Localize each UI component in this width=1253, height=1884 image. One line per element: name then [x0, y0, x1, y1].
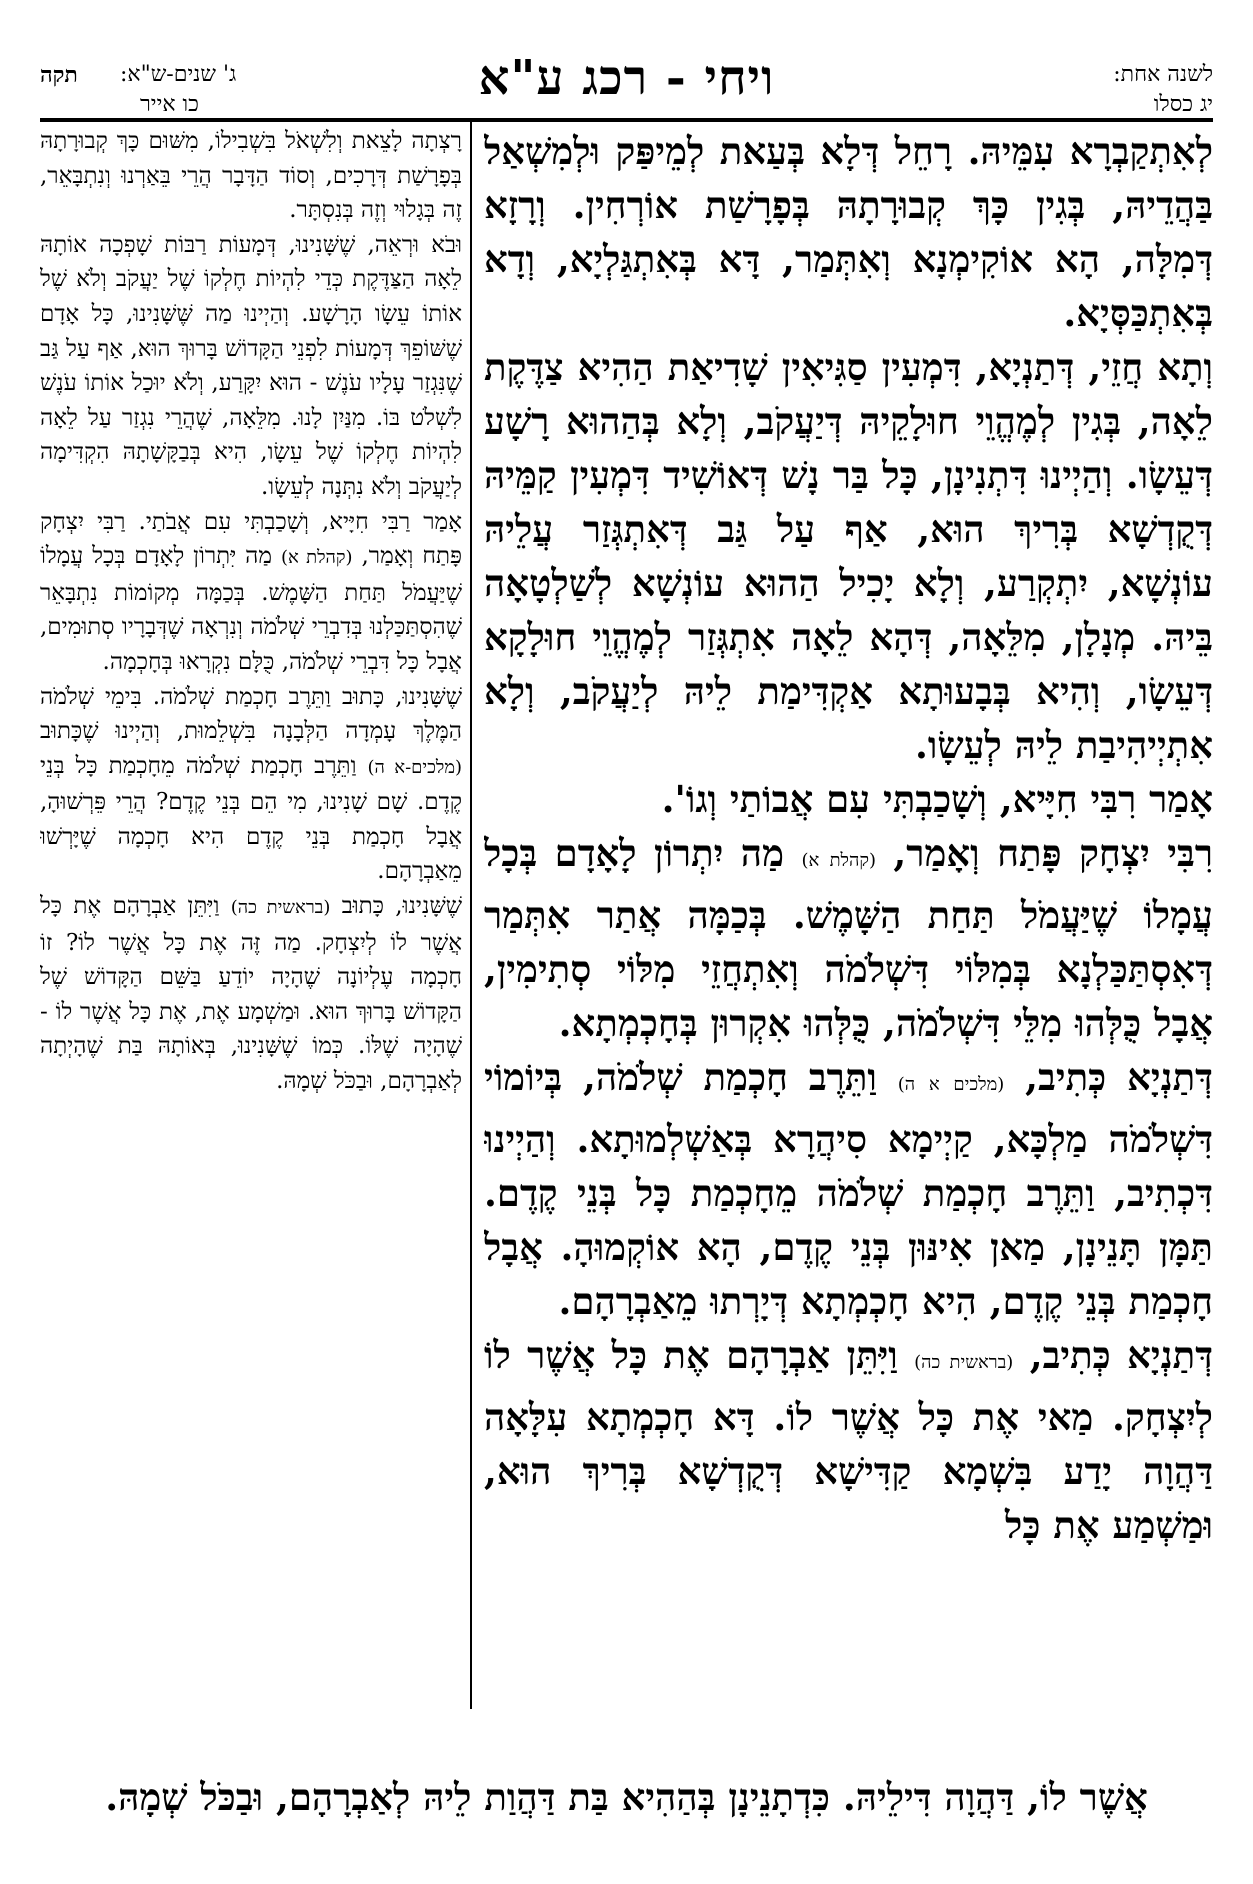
- page-header: [40, 42, 1213, 122]
- side-paragraph-5: [40, 889, 462, 1099]
- main-paragraph-5: [484, 1328, 1213, 1552]
- side-p3-text-a: אָמַר רַבִּי חִיָּיא, וְשָׁכַבְתִּי עִם אֲבֹתַי. רַבִּי יִצְחָק פָּתַח וְאָמַר,: [40, 508, 462, 570]
- full-width-closing-text: אֲשֶׁר לוֹ, דַּהֲוָה דִּילֵיהּ. כִּדְתָנֵינָן בְּהַהִיא בַּת דַּהֲוַת לֵיהּ לְאַבְרָהָם, וּבַכֹּל שְׁמָהּ.: [105, 1775, 1148, 1819]
- header-three-year-label: ג' שנים-ש"א:: [120, 62, 237, 87]
- side-p5-citation: (בראשית כה): [230, 897, 331, 919]
- main-p5-text-a: דְּתַנְיָא כְּתִיב,: [1029, 1333, 1213, 1377]
- header-three-year-date: כו אייר: [140, 92, 199, 117]
- side-p4-text-b: וַתֵּרֶב חָכְמַת שְׁלֹמֹה מֵחָכְמַת כָּל בְּנֵי קֶדֶם. שָׁם שָׁנִינוּ, מִי הֵם בְּנֵי קֶדֶם? הֲרֵי פֵּרְשׁוּהָ, אֲבָל חָכְמַת בְּנֵי קֶדֶם הִיא חָכְמָה שֶׁיָּרְשׁוּ מֵאַבְרָהָם.: [40, 752, 462, 885]
- column-divider: [470, 122, 472, 1709]
- side-p4-citation: (מלכים-א ה): [367, 756, 462, 778]
- page-title: ויחי - רכג ע"א: [478, 50, 775, 106]
- side-p4-text-a: שֶׁשָּׁנִינוּ, כָּתוּב וַתֵּרֶב חָכְמַת שְׁלֹמֹה. בִּימֵי שְׁלֹמֹה הַמֶּלֶךְ עָמְדָה הַלְּבָנָה בִּשְׁלֵמוּת, וְהַיְינוּ שֶׁכָּתוּב: [40, 683, 462, 745]
- main-p4-text-a: דְּתַנְיָא כְּתִיב,: [1025, 1055, 1213, 1099]
- side-paragraph-4: [40, 680, 462, 890]
- main-p4-text-b: וַתֵּרֶב חָכְמַת שְׁלֹמֹה, בְּיוֹמוֹי דִּשְׁלֹמֹה מַלְכָּא, קַיְימָא סִיהֲרָא בְּאַשְׁלְמוּתָא. וְהַיְינוּ דִּכְתִיב, וַתֵּרֶב חָכְמַת שְׁלֹמֹה מֵחָכְמַת כָּל בְּנֵי קֶדֶם. תַּמָּן תָּנֵינָן, מַאן אִינּוּן בְּנֵי קֶדֶם, הָא אוֹקְמוּהָ. אֲבָל חָכְמַת בְּנֵי קֶדֶם, הִיא חָכְמְתָא דְּיָרְתוּ מֵאַבְרָהָם.: [484, 1055, 1213, 1323]
- main-p3-text-b: מַה יִתְרוֹן לָאָדָם בְּכָל עֲמָלוֹ שֶׁיַּעֲמֹל תַּחַת הַשָּׁמֶשׁ. בְּכַמָּה אֲתַר אִתְּמַר דְּאִסְתַּכַּלְנָא בְּמִלּוֹי דִּשְׁלֹמֹה וְאִתְחֲזֵי מִלּוֹי סְתִימִין, אֲבָל כֻּלְּהוּ מִלֵּי דִּשְׁלֹמֹה, כֻּלְּהוּ אִקְרוּן בְּחָכְמְתָא.: [484, 831, 1213, 1045]
- main-paragraph-1: לְאִתְקַבְרָא עִמֵּיהּ. רָחֵל דְּלָא בְּעַאת לְמֵיפַּק וּלְמִשְׁאַל בַּהֲדֵיהּ, בְּגִין כָּךְ קְבוּרָתָהּ בְּפָרָשַׁת אוֹרְחִין. וְרָזָא דְּמִלָּה, הָא אוֹקִימְנָא וְאִתְּמַר, דָּא בְּאִתְגַּלְיָא, וְדָא בְּאִתְכַּסְּיָא.: [484, 129, 1213, 335]
- header-rule: [40, 118, 1213, 122]
- main-p5-citation: (בראשית כה): [914, 1352, 1014, 1373]
- side-p3-citation: (קהלת א): [280, 547, 353, 569]
- side-paragraph-1: רָצְתָה לָצֵאת וְלִשְׁאֹל בִּשְׁבִילוֹ, מִשּׁוּם כָּךְ קְבוּרָתָהּ בְּפָרָשַׁת דְּרָכִים, וְסוֹד הַדָּבָר הֲרֵי בֵּאַרְנוּ וְנִתְבָּאֵר, זֶה בְּגָלוּי וְזֶה בְּנִסְתָּר.: [40, 128, 462, 224]
- main-paragraph-2: וְתָא חֲזֵי, דְּתַנְיָא, דִּמְעִין סַגִּיאִין שָׁדִיאַת הַהִיא צַדֶּקֶת לֵאָה, בְּגִין לְמֶהֱוֵי חוּלָקֵיהּ דְּיַעֲקֹב, וְלָא בְּהַהוּא רָשָׁע דְּעֵשָׂו. וְהַיְינוּ דִּתְנִינָן, כָּל בַּר נָשׁ דְּאוֹשִׁיד דִּמְעִין קַמֵּיהּ דְּקֻדְשָׁא בְּרִיךְ הוּא, אַף עַל גַּב דְּאִתְגְּזַר עֲלֵיהּ עוֹנְשָׁא, יִתְקְרַע, וְלָא יָכִיל הַהוּא עוֹנְשָׁא לְשַׁלְטָאָה בֵּיהּ. מְנָלָן, מִלֵּאָה, דְּהָא לֵאָה אִתְגְּזַר לְמֶהֱוֵי חוּלָקָא דְּעֵשָׂו, וְהִיא בְּבָעוּתָא אַקְדִּימַת לֵיהּ לְיַעֲקֹב, וְלָא אִתְיְיהִיבַת לֵיהּ לְעֵשָׂו.: [484, 345, 1213, 767]
- main-paragraph-4: [484, 1050, 1213, 1328]
- page-number: תקה: [40, 62, 78, 88]
- side-paragraph-2: וּבֹא וּרְאֵה, שֶׁשָּׁנִינוּ, דְּמָעוֹת רַבּוֹת שָׁפְכָה אוֹתָהּ לֵאָה הַצַּדֶּקֶת כְּדֵי לִהְיוֹת חֶלְקוֹ שֶׁל יַעֲקֹב וְלֹא שֶׁל אוֹתוֹ עֵשָׂו הָרָשָׁע. וְהַיְינוּ מַה שֶּׁשָּׁנִינוּ, כָּל אָדָם שֶׁשּׁוֹפֵךְ דְּמָעוֹת לִפְנֵי הַקָּדוֹשׁ בָּרוּךְ הוּא, אַף עַל גַּב שֶׁנִּגְזַר עָלָיו עֹנֶשׁ - הוּא יִקָּרַע, וְלֹא יוּכַל אוֹתוֹ עֹנֶשׁ לִשְׁלֹט בּוֹ. מִנַּיִן לָנוּ. מִלֵּאָה, שֶׁהֲרֵי נִגְזַר עַל לֵאָה לִהְיוֹת חֶלְקוֹ שֶׁל עֵשָׂו, הִיא בְּבַקָּשָׁתָהּ הִקְדִּימָה לְיַעֲקֹב וְלֹא נִתְּנָה לְעֵשָׂו.: [40, 231, 462, 500]
- side-p5-text-b: וַיִּתֵּן אַבְרָהָם אֶת כָּל אֲשֶׁר לוֹ לְיִצְחָק. מַה זֶּה אֶת כָּל אֲשֶׁר לוֹ? זוֹ חָכְמָה עֶלְיוֹנָה שֶׁהָיָה יוֹדֵעַ בַּשֵּׁם הַקָּדוֹשׁ שֶׁל הַקָּדוֹשׁ בָּרוּךְ הוּא. וּמַשְׁמָע אֶת, אֶת כָּל אֲשֶׁר לוֹ - שֶׁהָיָה שֶׁלּוֹ. כְּמוֹ שֶׁשָּׁנִינוּ, בְּאוֹתָהּ בַּת שֶׁהָיְתָה לְאַבְרָהָם, וּבַכֹּל שְׁמָהּ.: [40, 893, 462, 1095]
- main-p3-text-a: רִבִּי יִצְחָק פָּתַח וְאָמַר,: [893, 831, 1213, 875]
- header-one-year-date: יג כסלו: [1153, 92, 1213, 117]
- main-p3-citation: (קהלת א): [801, 850, 876, 871]
- aramaic-text-column: [484, 124, 1213, 1709]
- side-p3-text-b: מַה יִּתְרוֹן לָאָדָם בְּכָל עֲמָלוֹ שֶׁיַּעֲמֹל תַּחַת הַשָּׁמֶשׁ. בְּכַמָּה מְקוֹמוֹת נִתְבָּאֵר שֶׁהִסְתַּכַּלְנוּ בְּדִבְרֵי שְׁלֹמֹה וְנִרְאָה שֶׁדְּבָרָיו סְתוּמִים, אֲבָל כָּל דִּבְרֵי שְׁלֹמֹה, כֻּלָּם נִקְרָאוּ בְּחָכְמָה.: [40, 543, 462, 675]
- main-paragraph-3: [484, 826, 1213, 1050]
- side-paragraph-3: [40, 505, 462, 680]
- hebrew-translation-column: [40, 124, 462, 1709]
- main-paragraph-3-heading: אָמַר רִבִּי חִיָּיא, וְשָׁכַבְתִּי עִם אֲבוֹתַי וְגוֹ'.: [661, 777, 1213, 821]
- main-p5-text-b: וַיִּתֵּן אַבְרָהָם אֶת כָּל אֲשֶׁר לוֹ לְיִצְחָק. מַאי אֶת כָּל אֲשֶׁר לוֹ. דָּא חָכְמְתָא עִלָּאָה דַּהֲוָה יָדַע בִּשְׁמָא קַדִּישָׁא דְּקֻדְשָׁא בְּרִיךְ הוּא, וּמַשְׁמַע אֶת כָּל: [484, 1333, 1213, 1547]
- main-p4-citation: (מלכים א ה): [897, 1074, 1005, 1095]
- side-p5-text-a: שֶׁשָּׁנִינוּ, כָּתוּב: [341, 893, 462, 920]
- header-one-year-label: לשנה אחת:: [1113, 62, 1213, 87]
